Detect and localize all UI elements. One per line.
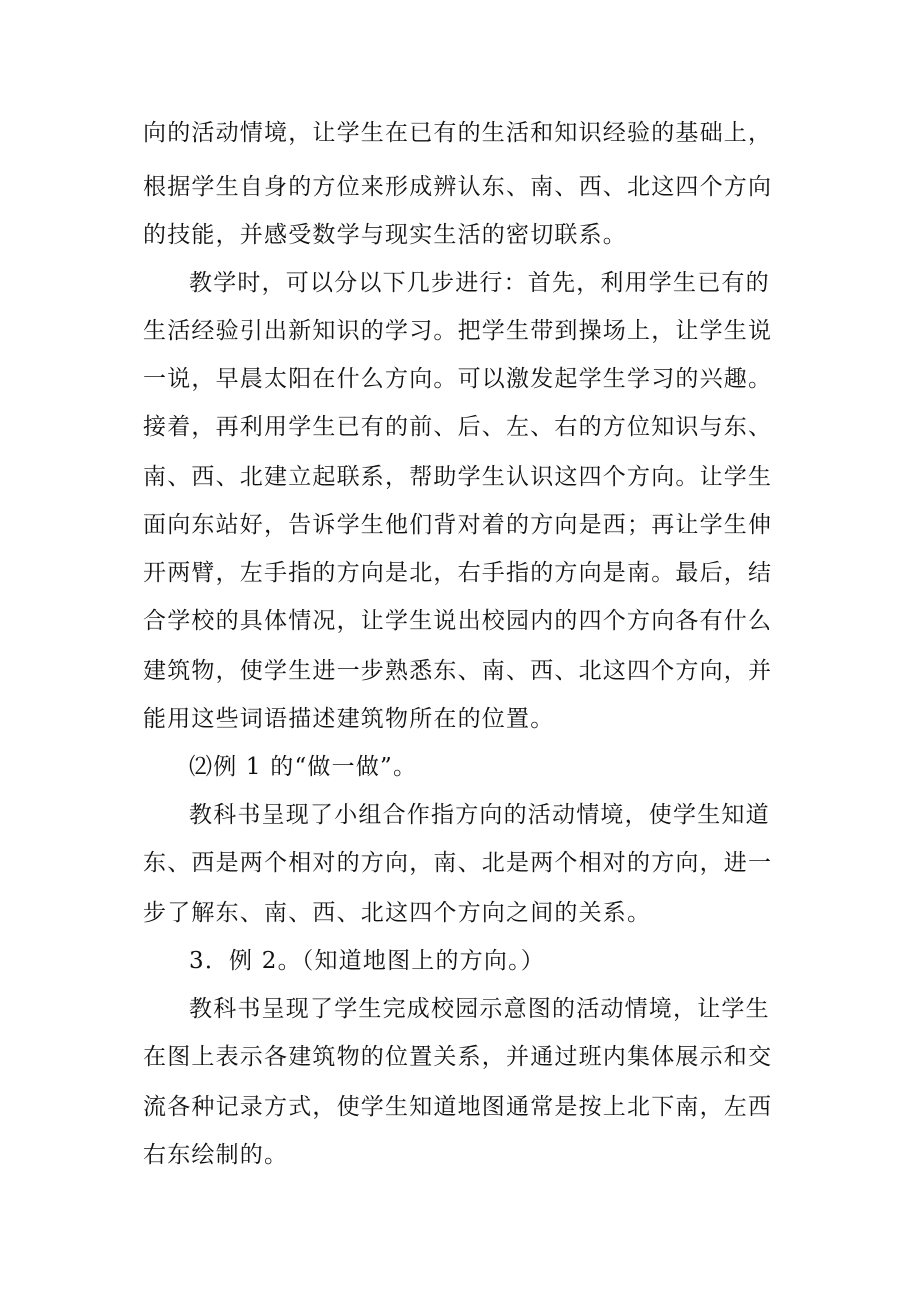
text-line: 的技能，并感受数学与现实生活的密切联系。 <box>143 222 627 248</box>
text-line: 能用这些词语描述建筑物所在的位置。 <box>143 706 555 732</box>
text-line: 开两臂，左手指的方向是北，右手指的方向是南。最后，结 <box>143 560 773 586</box>
subheading-line: ⑵例 1 的“做一做”。 <box>189 754 418 780</box>
text-line: 合学校的具体情况，让学生说出校园内的四个方向各有什么 <box>143 608 773 634</box>
paragraph-start-line: 教科书呈现了小组合作指方向的活动情境，使学生知道 <box>189 802 770 828</box>
text-line: 右东绘制的。 <box>143 1142 289 1168</box>
text-line: 生活经验引出新知识的学习。把学生带到操场上，让学生说 <box>143 318 773 344</box>
text-line: 面向东站好，告诉学生他们背对着的方向是西；再让学生伸 <box>143 512 773 538</box>
text-line: 南、西、北建立起联系，帮助学生认识这四个方向。让学生 <box>143 464 773 490</box>
text-line: 在图上表示各建筑物的位置关系，并通过班内集体展示和交 <box>143 1044 773 1070</box>
paragraph-start-line: 教科书呈现了学生完成校园示意图的活动情境，让学生 <box>189 996 770 1022</box>
text-line: 东、西是两个相对的方向，南、北是两个相对的方向，进一 <box>143 850 773 876</box>
text-line: 向的活动情境，让学生在已有的生活和知识经验的基础上， <box>143 120 773 146</box>
text-line: 一说，早晨太阳在什么方向。可以激发起学生学习的兴趣。 <box>143 366 773 392</box>
text-line: 接着，再利用学生已有的前、后、左、右的方位知识与东、 <box>143 414 773 440</box>
paragraph-start-line: 教学时，可以分以下几步进行：首先，利用学生已有的 <box>189 270 770 296</box>
section-heading-line: 3．例 2。（知道地图上的方向。） <box>189 948 545 974</box>
text-line: 建筑物，使学生进一步熟悉东、南、西、北这四个方向，并 <box>143 658 773 684</box>
text-line: 步了解东、南、西、北这四个方向之间的关系。 <box>143 900 652 926</box>
text-line: 流各种记录方式，使学生知道地图通常是按上北下南，左西 <box>143 1094 773 1120</box>
text-line: 根据学生自身的方位来形成辨认东、南、西、北这四个方向 <box>143 174 773 200</box>
